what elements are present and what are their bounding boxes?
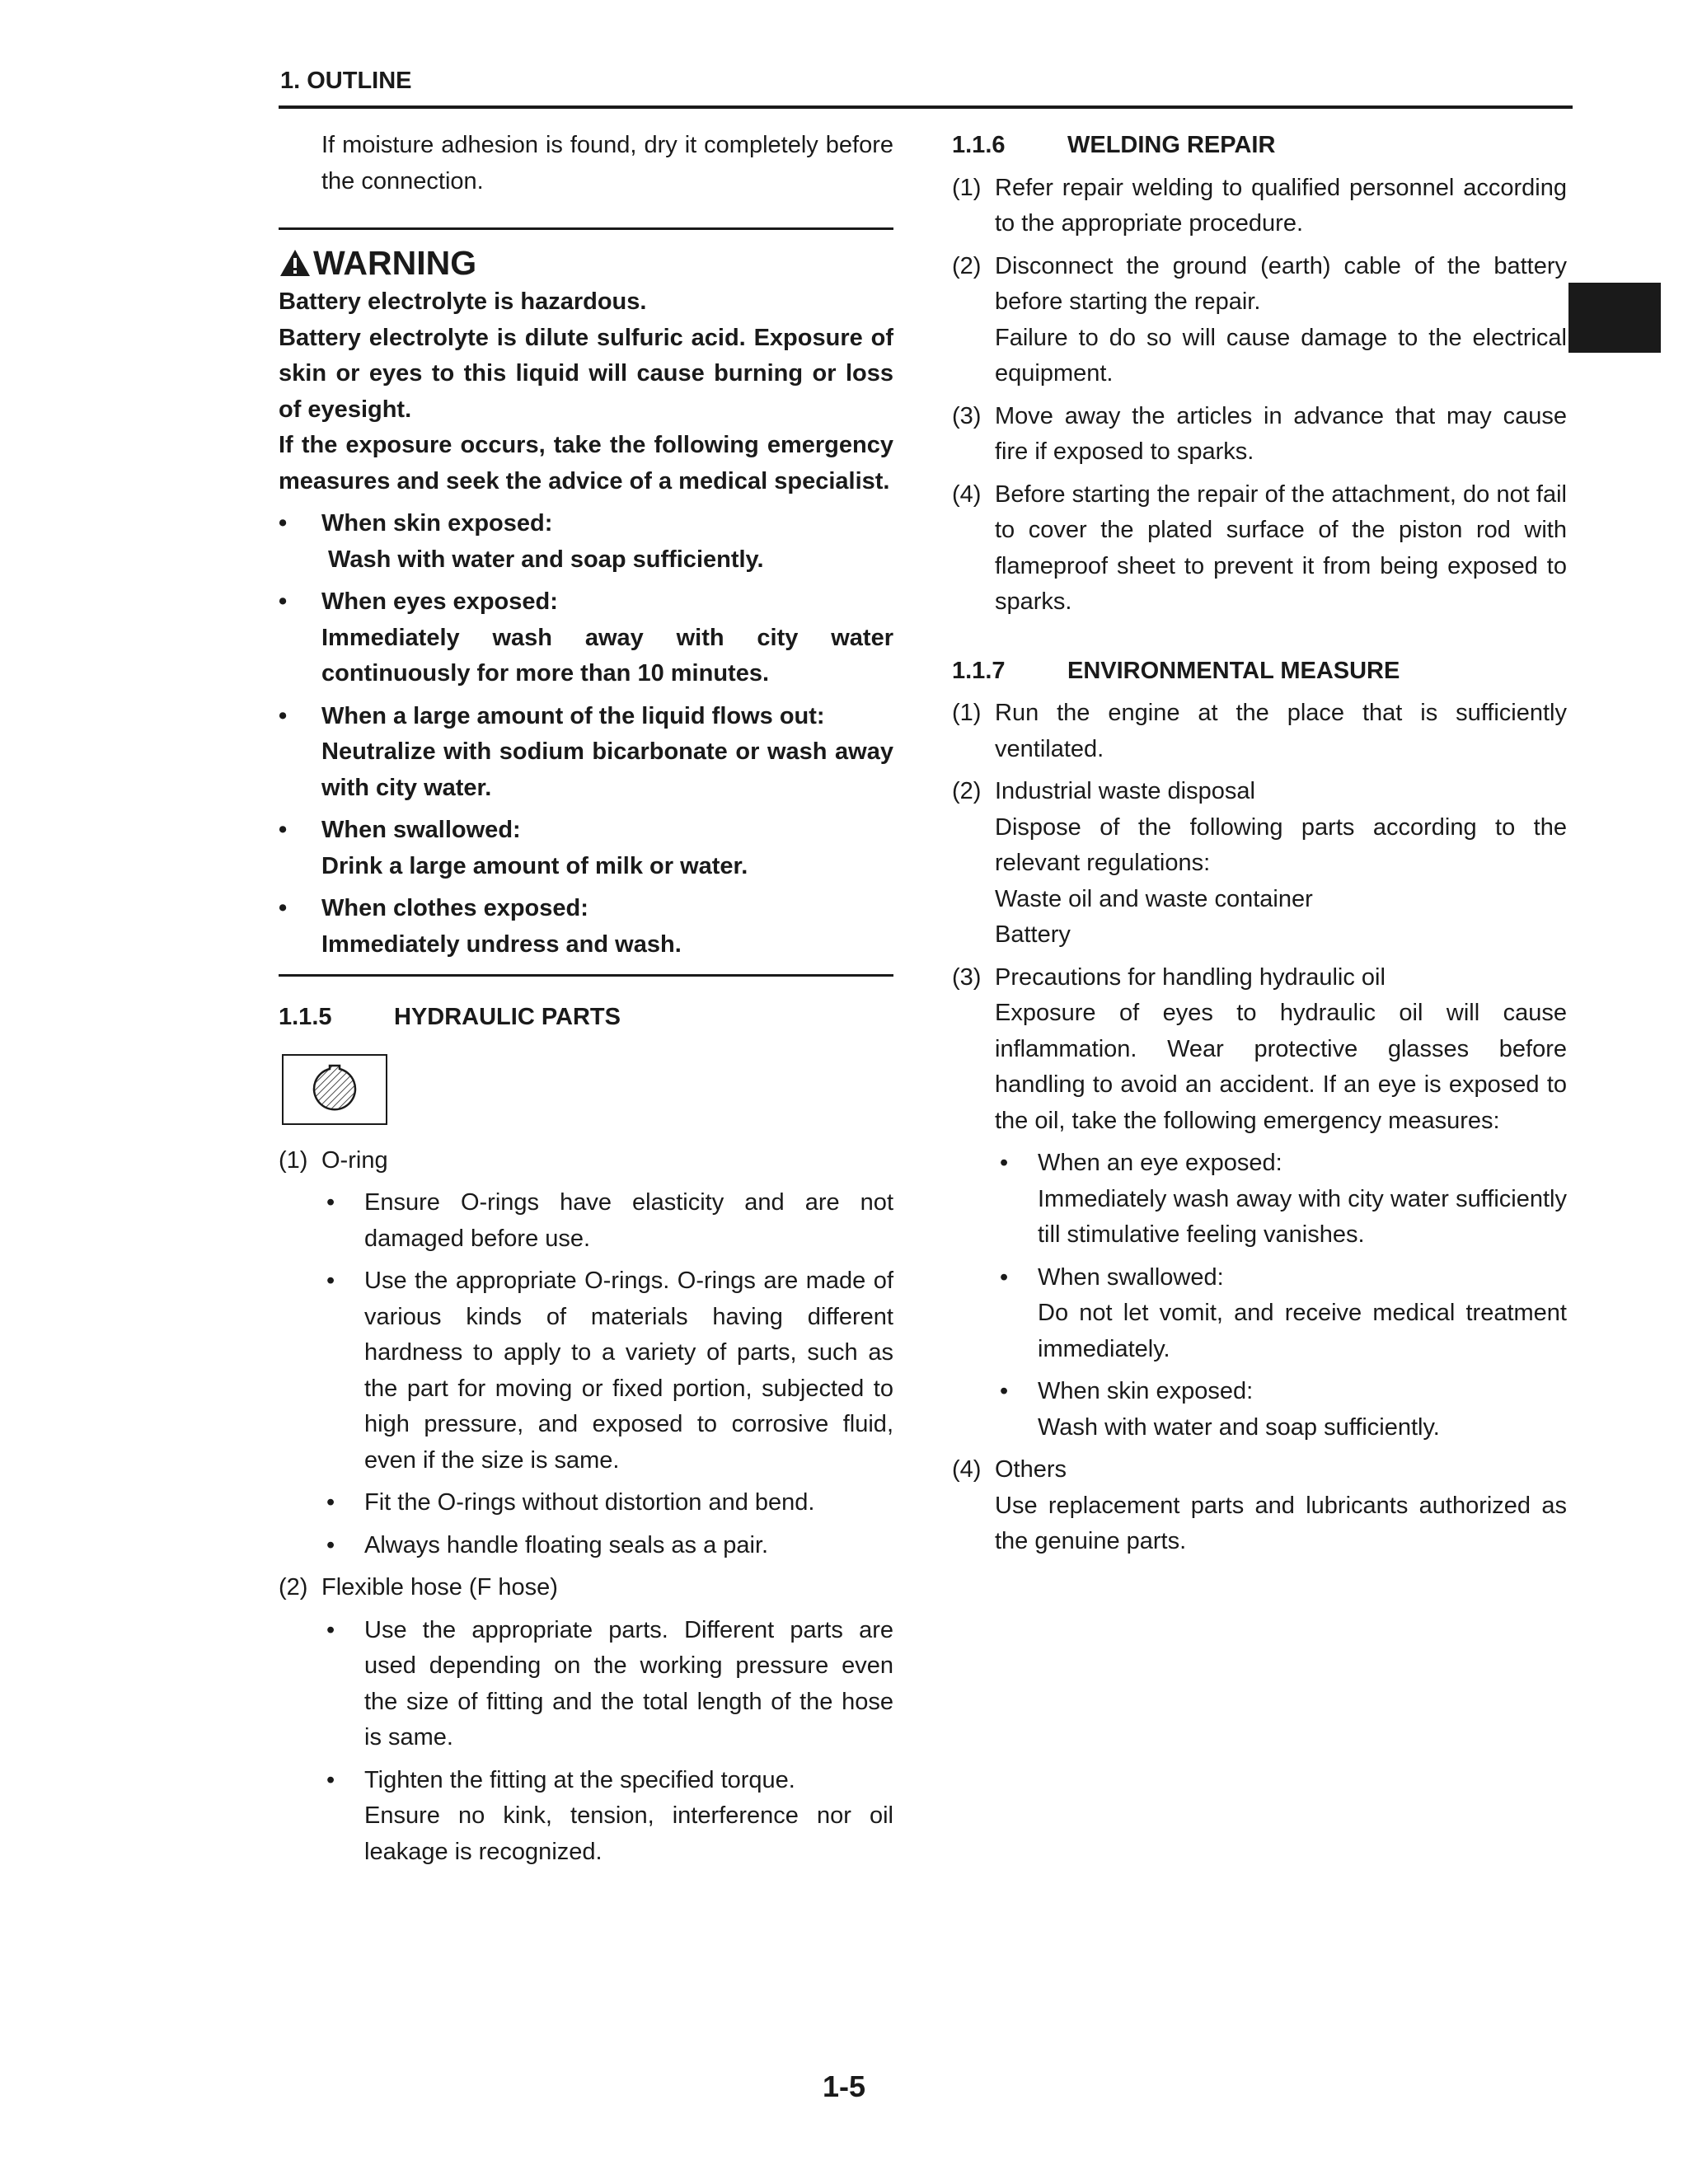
list-item-text: Ensure no kink, tension, interference nor oil leakage is recognized. [364,1802,893,1865]
list-item [995,1260,1567,1368]
section-title: WELDING REPAIR [1067,132,1276,158]
list-item-head: When swallowed: [1038,1263,1224,1291]
list-item [321,1613,893,1756]
bullet: • [326,1189,335,1216]
list-item-text: Immediately wash away with city water sufficiently till stimulative feeling vanishes. [1038,1185,1567,1248]
warning-line: Battery electrolyte is dilute sulfuric acid. Exposure of skin or eyes to this liquid will cause burning or loss of eyesight. [279,324,893,423]
bullet: • [1000,1150,1009,1176]
item-text: Use replacement parts and lubricants authorized as the genuine parts. [995,1492,1567,1554]
warning-line: If the exposure occurs, take the following emergency measures and seek the advice of a medical specialist. [279,432,893,494]
numbered-item [952,171,1567,242]
item-text: Exposure of eyes to hydraulic oil will cause inflammation. Wear protective glasses before handling to avoid an accident. If an eye is exposed to the oil, take the following emergency measures: [995,1000,1567,1134]
list-item-text: Tighten the fitting at the specified torque. [364,1766,795,1793]
section-number: 1.1.7 [952,657,1006,684]
bullet: • [1000,1263,1009,1291]
warning-item [279,584,893,692]
item-text: Refer repair welding to qualified personnel according to the appropriate procedure. [995,174,1567,237]
item-number: (3) [952,402,982,429]
item-number: (3) [952,963,982,991]
warning-item-body: Immediately wash away with city water continuously for more than 10 minutes. [321,624,893,687]
section-title: HYDRAULIC PARTS [394,1004,621,1030]
warning-item-head: When clothes exposed: [321,895,588,921]
item-number: (1) [952,174,982,201]
list-item [321,1763,893,1871]
warning-item-head: When swallowed: [321,817,521,843]
item-title: O-ring [321,1146,388,1174]
list-item-text: Ensure O-rings have elasticity and are not damaged before use. [364,1189,893,1252]
warning-item-head: When skin exposed: [321,510,553,537]
item-text: Battery [995,921,1071,948]
bullet: • [279,588,288,615]
item-text: Precautions for handling hydraulic oil [995,963,1386,991]
item-text: Industrial waste disposal [995,778,1255,804]
warning-title: WARNING [313,244,477,282]
list-item [321,1263,893,1479]
numbered-item [952,774,1567,954]
section-heading-environmental [952,654,1567,690]
list-item [995,1146,1567,1254]
bullet: • [326,1489,335,1516]
numbered-item [952,399,1567,471]
section-title: ENVIRONMENTAL MEASURE [1067,657,1400,684]
o-ring-cross-section-icon [282,1054,387,1125]
header-rule [279,105,1573,109]
numbered-item [279,1143,893,1564]
list-item [321,1528,893,1564]
list-item [995,1374,1567,1446]
bullet: • [279,895,288,921]
item-number: (1) [952,700,982,726]
bullet: • [326,1616,335,1643]
left-column [279,128,893,1870]
warning-bottom-rule [279,974,893,977]
item-text: Waste oil and waste container [995,885,1313,912]
warning-list [279,506,893,963]
section-heading-hydraulic [279,1000,893,1036]
list-item-text: Use the appropriate O-rings. O-rings are made of various kinds of materials having different hardness to apply to a variety of parts, such as the part for moving or fixed portion, subjected to high pressure, and exposed to corrosive fluid, even if the size is same. [364,1268,893,1474]
list-item-head: When an eye exposed: [1038,1150,1282,1176]
warning-item-body: Neutralize with sodium bicarbonate or wash away with city water. [321,738,893,801]
numbered-item [952,477,1567,621]
chapter-tab [1568,283,1661,353]
item-number: (2) [952,778,982,804]
numbered-item [952,249,1567,392]
numbered-item [952,696,1567,767]
item-text: Before starting the repair of the attachment, do not fail to cover the plated surface of the piston rod with flameproof sheet to prevent it from being exposed to sparks. [995,480,1567,615]
warning-item [279,813,893,884]
section-number: 1.1.5 [279,1004,332,1030]
item-number: (1) [279,1146,308,1174]
item-text: Failure to do so will cause damage to the electrical equipment. [995,324,1567,387]
warning-line: Battery electrolyte is hazardous. [279,288,647,315]
warning-item-body: Immediately undress and wash. [321,930,682,958]
warning-text [279,284,893,499]
item-text: Run the engine at the place that is sufficiently ventilated. [995,700,1567,762]
list-item-text: Use the appropriate parts. Different parts are used depending on the working pressure even the size of fitting and the total length of the hose is same. [364,1616,893,1750]
warning-item [279,891,893,963]
warning-triangle-icon [279,248,312,278]
page-number: 1-5 [822,2069,866,2103]
bullet: • [326,1268,335,1294]
bullet: • [326,1766,335,1793]
item-number: (2) [279,1574,308,1601]
bullet: • [279,510,288,537]
intro-text: If moisture adhesion is found, dry it completely before the connection. [321,132,893,194]
list-item [321,1485,893,1521]
item-text: Others [995,1456,1067,1483]
bullet: • [279,817,288,843]
list-item [321,1185,893,1257]
bullet: • [279,702,288,729]
bullet: • [326,1531,335,1558]
warning-item-body: Drink a large amount of milk or water. [321,852,748,879]
section-number: 1.1.6 [952,132,1006,158]
item-number: (4) [952,1456,982,1483]
item-title: Flexible hose (F hose) [321,1574,558,1601]
list-item-text: Wash with water and soap sufficiently. [1038,1413,1440,1441]
warning-item-head: When eyes exposed: [321,588,558,615]
item-number: (4) [952,480,982,508]
warning-item-body: Wash with water and soap sufficiently. [321,546,764,573]
list-item-text: Fit the O-rings without distortion and bend. [364,1489,815,1516]
item-text: Disconnect the ground (earth) cable of the battery before starting the repair. [995,252,1567,315]
bullet: • [1000,1378,1009,1404]
list-item-text: Always handle floating seals as a pair. [364,1531,769,1558]
numbered-item [952,1452,1567,1560]
item-text: Move away the articles in advance that may cause fire if exposed to sparks. [995,402,1567,465]
list-item-text: Do not let vomit, and receive medical treatment immediately. [1038,1300,1567,1362]
warning-item [279,699,893,807]
section-header: 1. OUTLINE [280,68,412,94]
item-number: (2) [952,252,982,279]
right-column [952,128,1567,1560]
list-item-head: When skin exposed: [1038,1378,1254,1404]
section-heading-welding [952,128,1567,164]
warning-item [279,506,893,578]
numbered-item [952,960,1567,1446]
warning-item-head: When a large amount of the liquid flows out: [321,702,825,729]
numbered-item [279,1570,893,1870]
warning-heading [279,241,893,284]
item-text: Dispose of the following parts according to the relevant regulations: [995,813,1567,876]
warning-top-rule [279,227,893,230]
